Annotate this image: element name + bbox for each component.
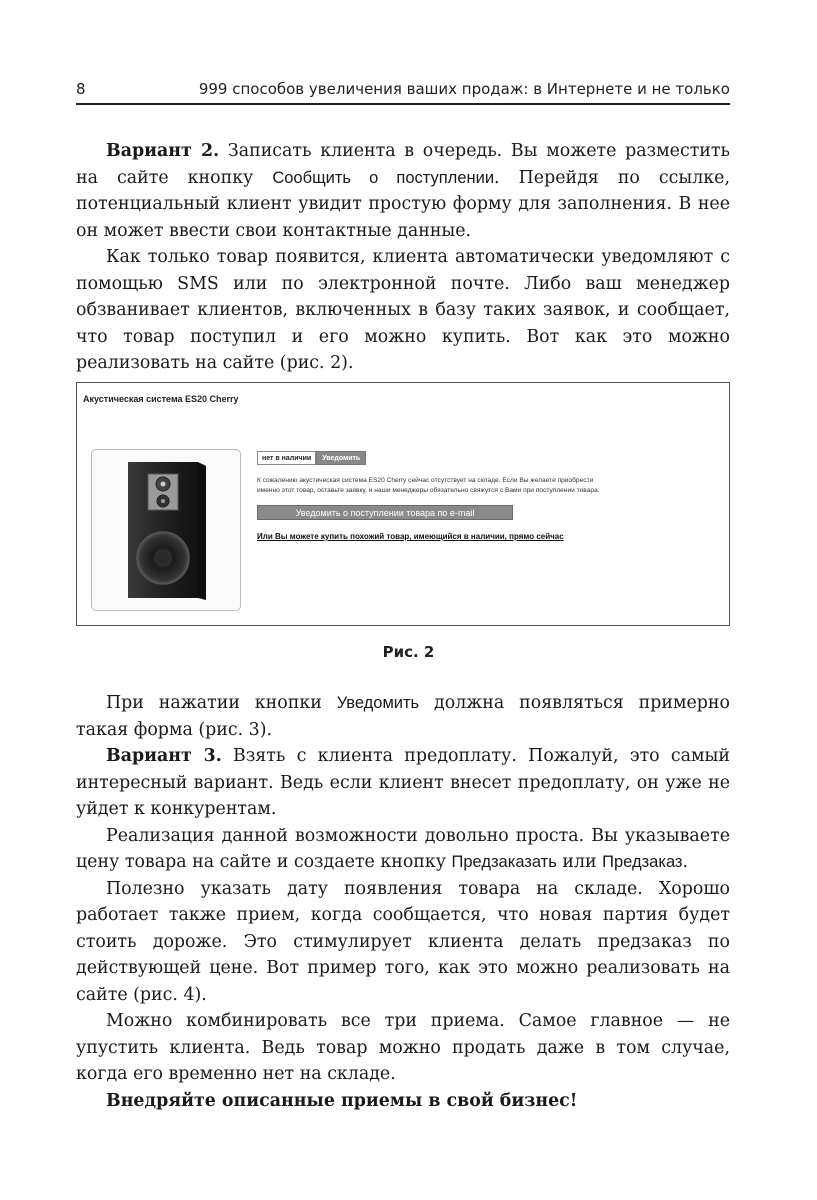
text-block-bottom	[76, 690, 730, 1114]
para1-text-2: . Перейдя по ссылке, потенциальный клиент увидит простую форму для заполнения. В нее он может ввести свои контактные данные.	[76, 167, 730, 241]
product-image-frame	[91, 449, 241, 611]
button-name-notify: Уведомить	[336, 694, 420, 712]
button-name-notify-arrival: Сообщить о поступлении	[272, 168, 495, 187]
message-line-2: именно этот товар, оставьте заявку, и наши менеджеры обязательно свяжутся с Вами при поступлении товара.	[257, 487, 600, 494]
paragraph-notify-process: Как только товар появится, клиента автоматически уведомляют с помощью SMS или по электронной почте. Либо ваш менеджер обзванивает клиентов, включенных в базу таких заявок, и сообщает, что товар поступил и его можно купить. Вот как это можно реализовать на сайте (рис. 2).	[76, 247, 730, 373]
book-title: 999 способов увеличения ваших продаж: в Интернете и не только	[198, 80, 730, 98]
notify-email-button[interactable]: Уведомить о поступлении товара по e-mail	[257, 505, 513, 520]
figure-product-page	[76, 382, 730, 626]
header-rule	[76, 103, 730, 105]
para3-text-1: При нажатии кнопки	[106, 693, 337, 713]
tab-out-of-stock[interactable]: нет в наличии	[257, 451, 316, 465]
para5-text-3: .	[682, 852, 689, 872]
paragraph-preorder	[76, 823, 730, 876]
para5-text-1: Реализация данной возможности довольно проста. Вы указываете цену товара на сайте и создаете кнопку	[76, 825, 730, 872]
paragraph-variant-3	[76, 743, 730, 823]
availability-tabs	[257, 451, 366, 465]
conclusion-text: Внедряйте описанные приемы в свой бизнес!	[106, 1090, 578, 1111]
paragraph-arrival-date: Полезно указать дату появления товара на складе. Хорошо работает также прием, когда сообщается, что новая партия будет стоить дороже. Это стимулирует клиента делать предзаказ по действующей цене. Вот пример того, как это можно реализовать на сайте (рис. 4).	[76, 878, 730, 1005]
product-title: Акустическая система ES20 Cherry	[83, 394, 239, 404]
out-of-stock-message	[257, 476, 727, 496]
similar-product-link[interactable]: Или Вы можете купить похожий товар, имеющийся в наличии, прямо сейчас	[257, 532, 564, 541]
running-header	[76, 78, 730, 104]
button-name-preorder-short: Предзаказ	[602, 853, 683, 871]
variant-2-label: Вариант 2.	[106, 141, 220, 161]
button-name-preorder: Предзаказать	[451, 853, 557, 871]
text-block-top	[76, 138, 730, 377]
tab-notify[interactable]: Уведомить	[316, 451, 366, 465]
paragraph-conclusion	[76, 1088, 730, 1115]
para1-text-1: Записать клиента в очередь. Вы можете разместить на сайте кнопку	[76, 141, 730, 188]
variant-3-label: Вариант 3.	[106, 746, 222, 766]
page-number: 8	[76, 80, 86, 98]
paragraph-notify-form	[76, 690, 730, 743]
speaker-image	[126, 460, 208, 602]
para3-text-2: должна появляться примерно такая форма (рис. 3).	[76, 693, 730, 740]
paragraph-variant-2	[76, 138, 730, 244]
paragraph-combine: Можно комбинировать все три приема. Самое главное — не упустить клиента. Ведь товар можно продать даже в том случае, когда его временно нет на складе.	[76, 1011, 730, 1084]
message-line-1: К сожалению акустическая система ES20 Cherry сейчас отсутствует на складе. Если Вы желаете приобрести	[257, 477, 594, 484]
para4-text: Взять с клиента предоплату. Пожалуй, это самый интересный вариант. Ведь если клиент внесет предоплату, он уже не уйдет к конкурентам.	[76, 746, 730, 819]
figure-caption: Рис. 2	[382, 643, 435, 661]
para5-text-2: или	[556, 852, 603, 872]
